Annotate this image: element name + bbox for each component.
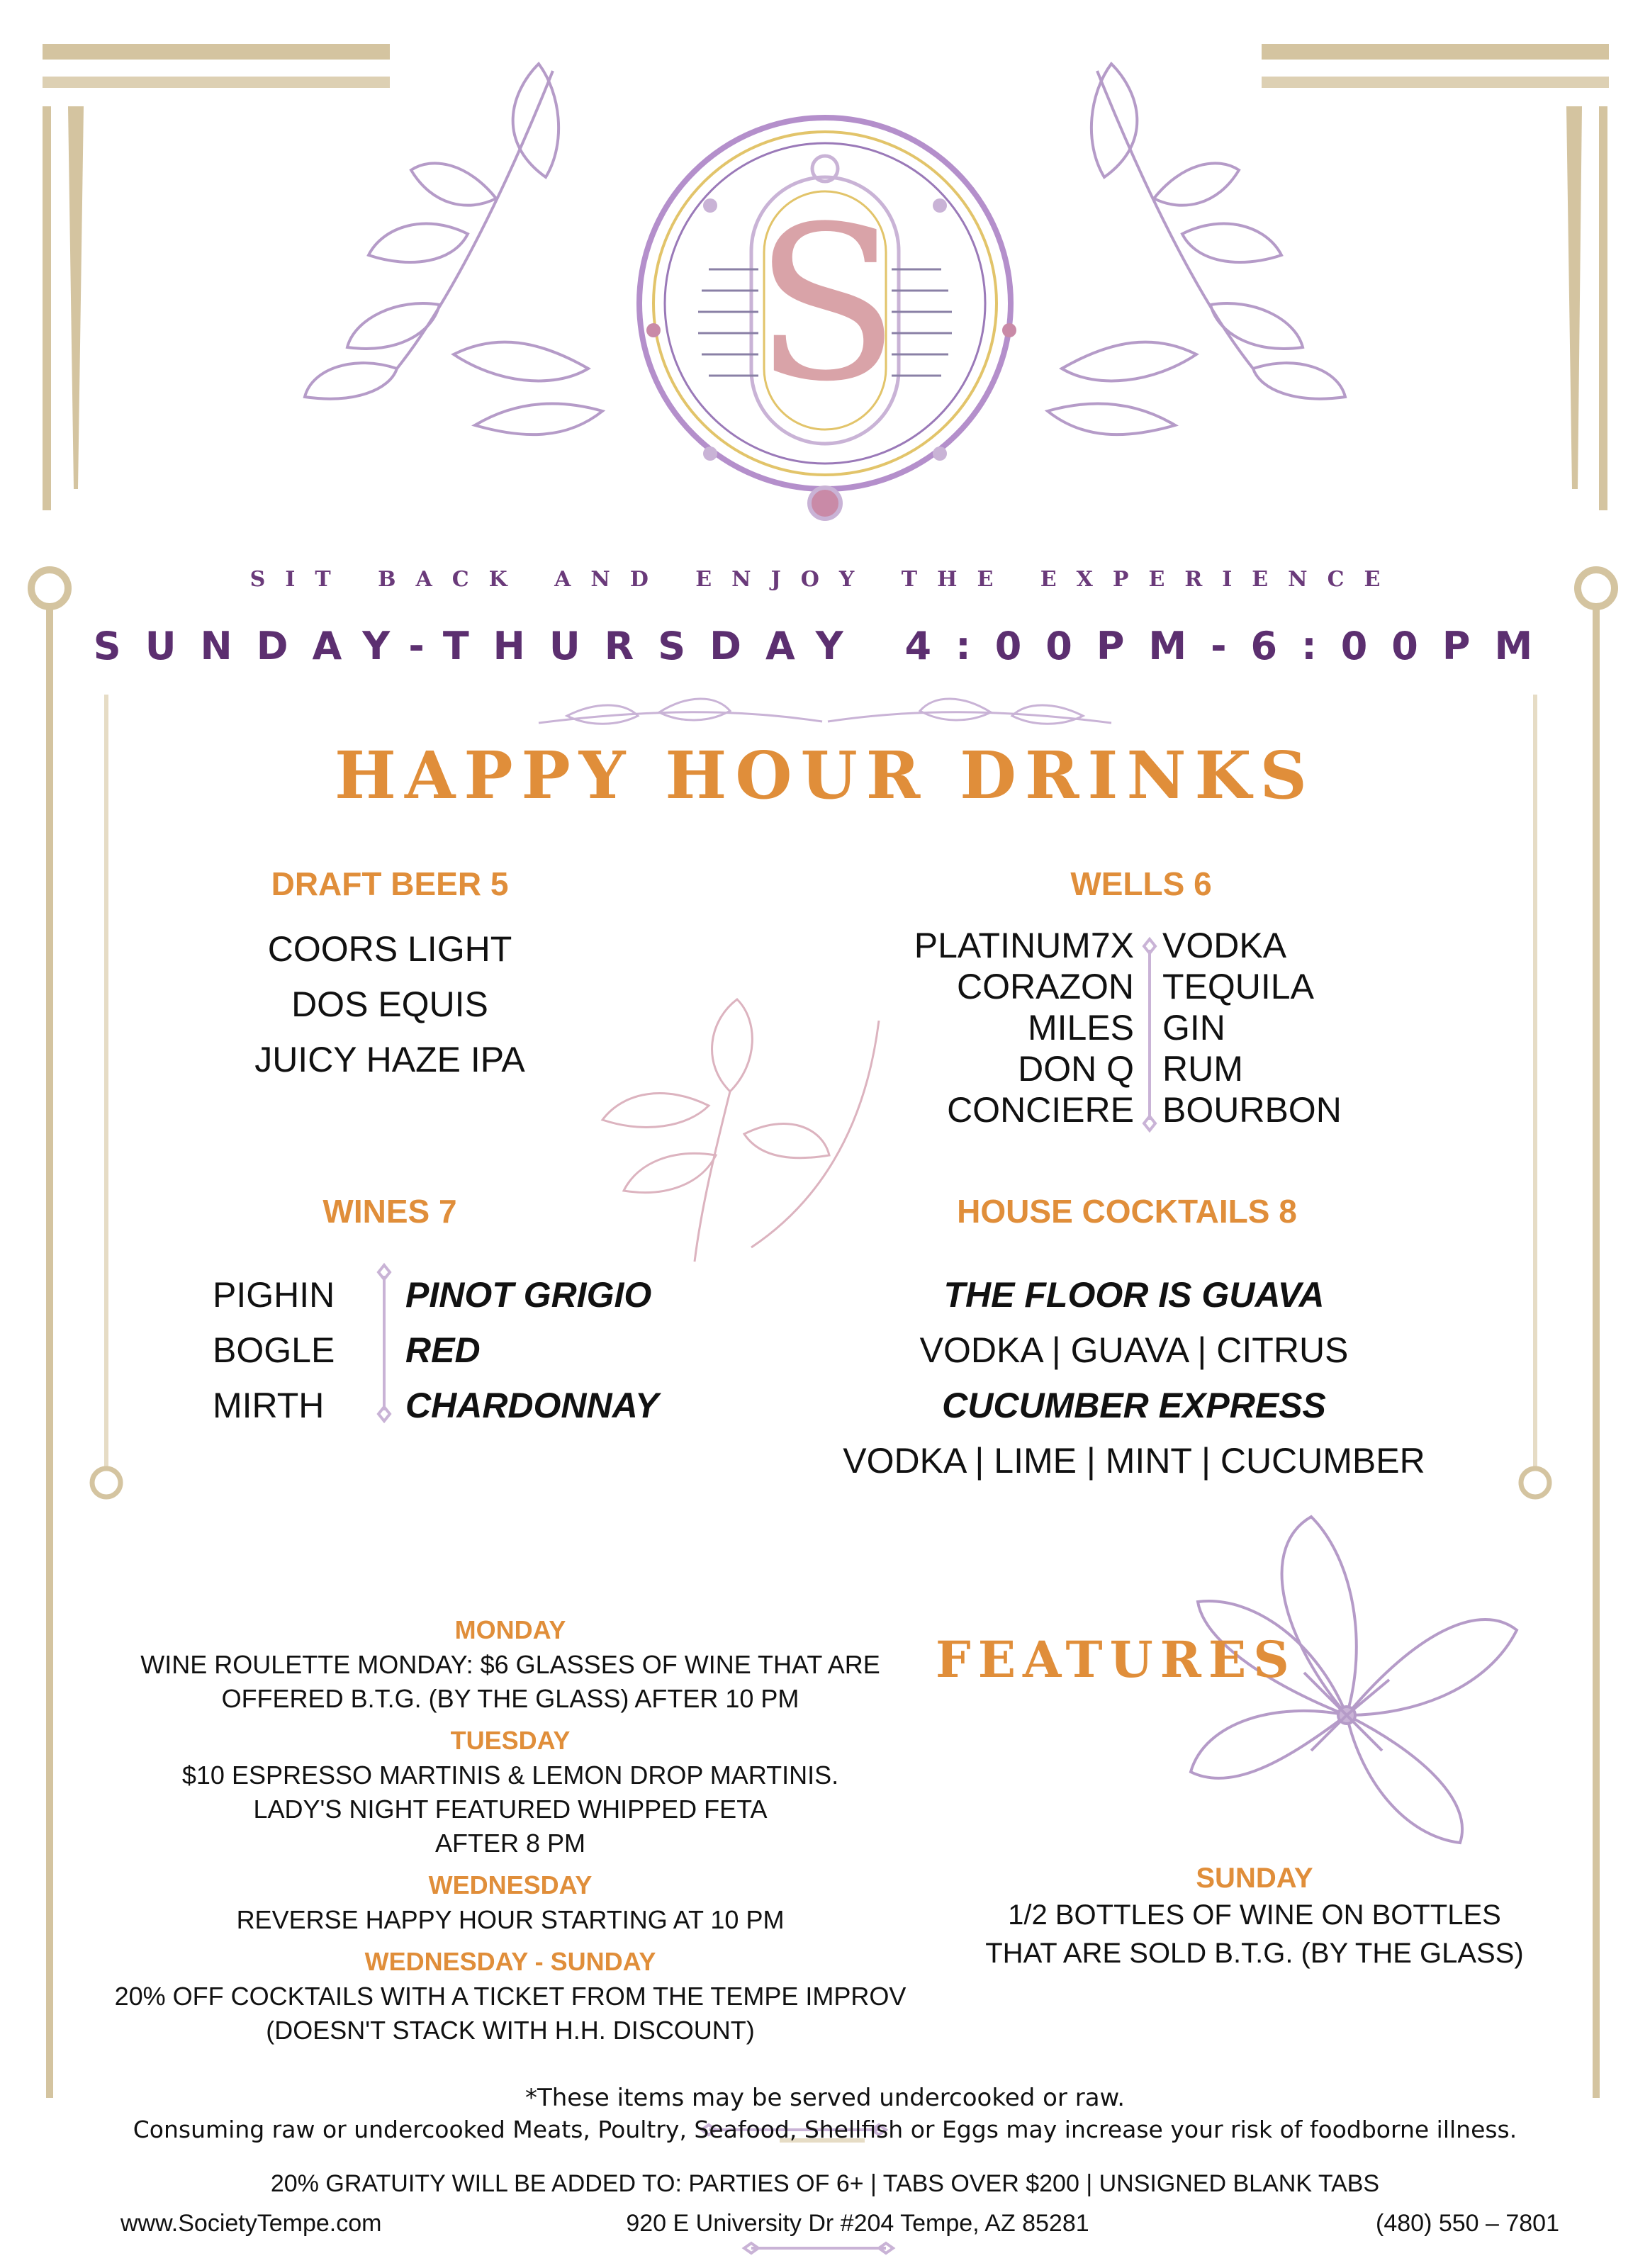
cocktail-ingredients: VODKA | GUAVA | CITRUS [919,1330,1349,1370]
list-item: GIN [1162,1008,1225,1048]
list-item: VODKA [1162,926,1287,965]
laurel-right [1048,64,1345,434]
feature-day: WEDNESDAY - SUNDAY [364,1947,656,1976]
wells-divider [1144,939,1155,1130]
feature-day: MONDAY [454,1615,566,1644]
list-item: MILES [1027,1008,1134,1048]
wines-brands [213,1267,369,1433]
website-link[interactable]: www.SocietyTempe.com [120,2210,382,2237]
cocktail-ingredients: VODKA | LIME | MINT | CUCUMBER [843,1441,1425,1481]
features-heading: FEATURES [936,1630,1296,1689]
disclaimer-line-2: Consuming raw or undercooked Meats, Poultry, Seafood, Shellfish or Eggs may increase your risk of foodborne illness. [133,2116,1517,2143]
cocktails-heading: HOUSE COCKTAILS 8 [957,1193,1297,1230]
disclaimer-line-1: *These items may be served undercooked or raw. [524,2084,1126,2112]
feature-day: TUESDAY [450,1726,571,1755]
cocktails-list [780,1267,1488,1488]
list-item: CONCIERE [947,1090,1134,1130]
feature-day: WEDNESDAY [428,1870,593,1899]
list-item: CHARDONNAY [405,1386,659,1425]
wells-brands [851,925,1134,1130]
list-item: DON Q [1018,1049,1134,1089]
list-item: DOS EQUIS [291,984,488,1024]
list-item: RUM [1162,1049,1243,1089]
phone-number[interactable]: (480) 550 – 7801 [1376,2210,1559,2237]
list-item: RED [405,1330,481,1370]
feature-text: AFTER 8 PM [434,1829,586,1858]
wines-heading: WINES 7 [322,1193,457,1230]
feature-day: SUNDAY [1196,1863,1313,1894]
feature-text: 20% OFF COCKTAILS WITH A TICKET FROM THE TEMPE IMPROV [114,1982,907,2011]
laurel-left [305,64,602,434]
feature-text: OFFERED B.T.G. (BY THE GLASS) AFTER 10 PM [221,1684,799,1713]
wines-divider [378,1265,390,1421]
list-item: BOURBON [1162,1090,1342,1130]
cocktail-name: CUCUMBER EXPRESS [942,1386,1326,1425]
small-laurel [539,699,1111,724]
rose-illustration [602,999,879,1262]
cocktail-name: THE FLOOR IS GUAVA [943,1275,1325,1315]
feature-text: 1/2 BOTTLES OF WINE ON BOTTLES [1008,1899,1501,1931]
feature-text: LADY'S NIGHT FEATURED WHIPPED FETA [253,1795,768,1824]
logo-letter: S [754,181,900,428]
list-item: TEQUILA [1162,967,1314,1006]
feature-text: WINE ROULETTE MONDAY: $6 GLASSES OF WINE THAT ARE [140,1650,880,1679]
list-item: PLATINUM7X [914,926,1134,965]
hours: SUNDAY-THURSDAY 4:00PM-6:00PM [93,624,1557,668]
list-item: MIRTH [213,1386,325,1425]
list-item: JUICY HAZE IPA [254,1040,525,1079]
address: 920 E University Dr #204 Tempe, AZ 85281 [626,2210,1089,2237]
feature-text: THAT ARE SOLD B.T.G. (BY THE GLASS) [985,1938,1524,1969]
list-item: PINOT GRIGIO [405,1275,652,1315]
wines-types [405,1267,802,1433]
draft-beer-list [177,921,602,1087]
feature-text: $10 ESPRESSO MARTINIS & LEMON DROP MARTINIS. [181,1761,839,1790]
list-item: PIGHIN [213,1275,335,1315]
draft-beer-heading: DRAFT BEER 5 [271,865,509,902]
feature-text: (DOESN'T STACK WITH H.H. DISCOUNT) [266,2016,755,2045]
feature-text: REVERSE HAPPY HOUR STARTING AT 10 PM [236,1905,785,1934]
list-item: CORAZON [957,967,1134,1006]
page-title: HAPPY HOUR DRINKS [335,737,1315,814]
wells-spirits [1162,925,1446,1130]
list-item: BOGLE [213,1330,335,1370]
features-right [964,1860,1545,1972]
tagline: SIT BACK AND ENJOY THE EXPERIENCE [249,567,1401,592]
features-left [85,1612,936,2048]
wells-heading: WELLS 6 [1070,865,1212,902]
list-item: COORS LIGHT [267,929,512,969]
gratuity-note: 20% GRATUITY WILL BE ADDED TO: PARTIES OF 6+ | TABS OVER $200 | UNSIGNED BLANK TABS [270,2170,1380,2197]
